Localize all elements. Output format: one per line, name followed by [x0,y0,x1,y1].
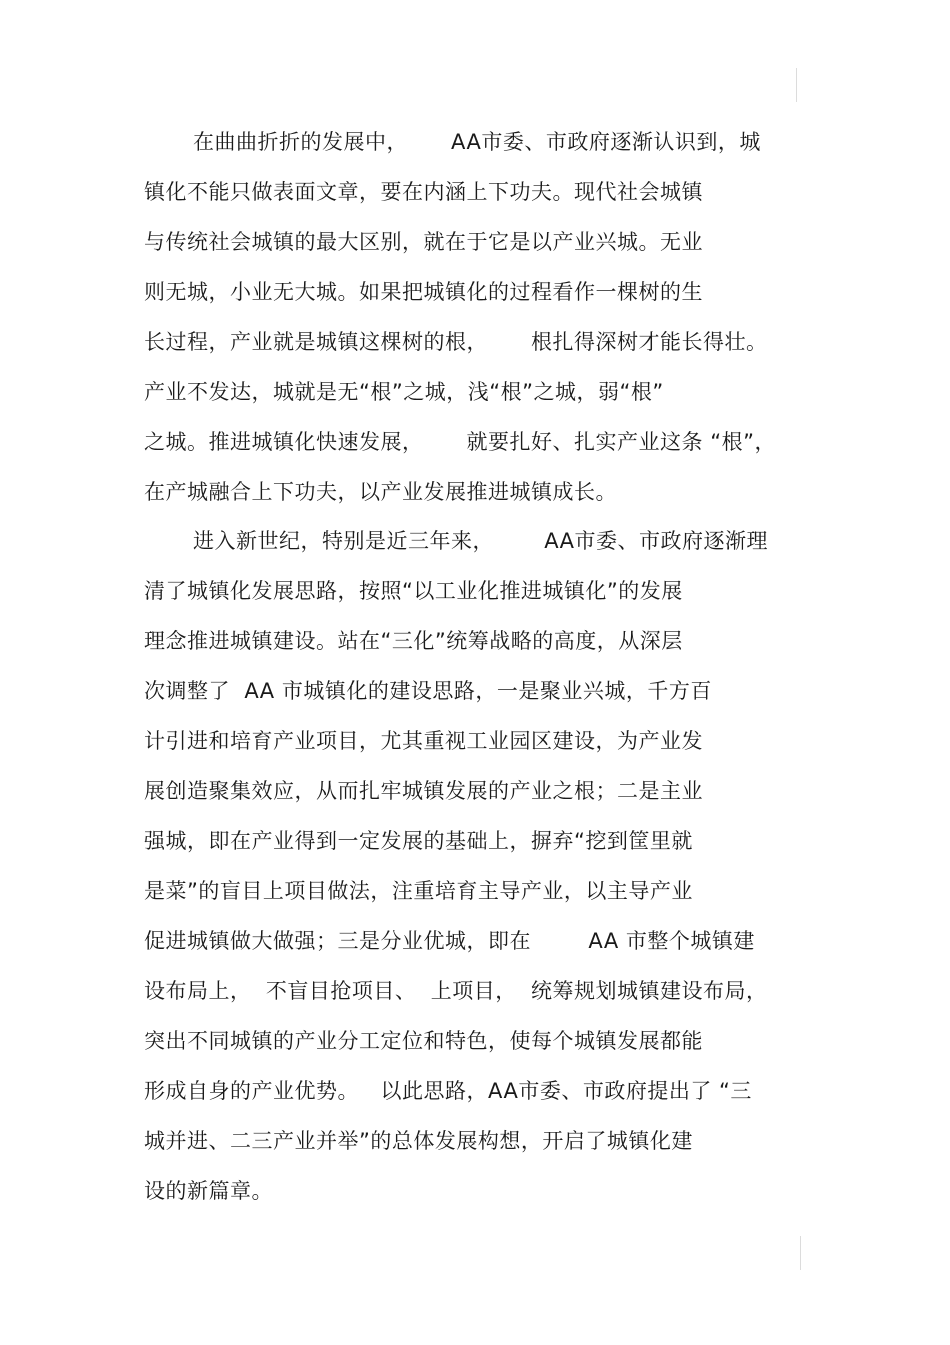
paragraph-2-line-9: 促进城镇做大做强；三是分业优城，即在 AA 市整个城镇建 [144,929,755,953]
paragraph-2-line-12: 形成自身的产业优势。 以此思路，AA市委、市政府提出了 “三 [144,1079,752,1103]
paragraph-1-line-2: 镇化不能只做表面文章，要在内涵上下功夫。现代社会城镇 [144,180,703,204]
paragraph-2-line-11: 突出不同城镇的产业分工定位和特色，使每个城镇发展都能 [144,1029,703,1053]
paragraph-1-line-8: 在产城融合上下功夫，以产业发展推进城镇成长。 [144,480,617,504]
paragraph-1-line-5: 长过程，产业就是城镇这棵树的根， 根扎得深树才能长得壮。 [144,330,768,354]
paragraph-2-line-4: 次调整了 AA 市城镇化的建设思路，一是聚业兴城，千方百 [144,679,712,703]
paragraph-2-line-3: 理念推进城镇建设。站在“三化”统筹战略的高度，从深层 [144,629,683,653]
paragraph-2-line-5: 计引进和培育产业项目，尤其重视工业园区建设，为产业发 [144,729,703,753]
paragraph-1-line-6: 产业不发达，城就是无“根”之城，浅“根”之城，弱“根” [144,380,664,404]
paragraph-2-line-6: 展创造聚集效应，从而扎牢城镇发展的产业之根；二是主业 [144,779,703,803]
paragraph-2-line-2: 清了城镇化发展思路，按照“以工业化推进城镇化”的发展 [144,579,683,603]
paragraph-2-line-1: 进入新世纪，特别是近三年来， AA市委、市政府逐渐理 [193,529,769,553]
paragraph-2-line-8: 是菜”的盲目上项目做法，注重培育主导产业，以主导产业 [144,879,693,903]
paragraph-1-line-3: 与传统社会城镇的最大区别，就在于它是以产业兴城。无业 [144,230,703,254]
paragraph-1-line-4: 则无城，小业无大城。如果把城镇化的过程看作一棵树的生 [144,280,703,304]
paragraph-1-line-7: 之城。推进城镇化快速发展， 就要扎好、扎实产业这条 “根”， [144,430,776,454]
paragraph-2-line-14: 设的新篇章。 [144,1179,273,1203]
page-corner-mark [796,68,797,102]
paragraph-2-line-10: 设布局上， 不盲目抢项目、 上项目， 统筹规划城镇建设布局， [144,979,768,1003]
paragraph-2-line-7: 强城，即在产业得到一定发展的基础上，摒弃“挖到筐里就 [144,829,693,853]
paragraph-2-line-13: 城并进、二三产业并举”的总体发展构想，开启了城镇化建 [144,1129,693,1153]
page-corner-mark [800,1236,801,1270]
paragraph-1-line-1: 在曲曲折折的发展中， AA市委、市政府逐渐认识到，城 [193,130,761,154]
